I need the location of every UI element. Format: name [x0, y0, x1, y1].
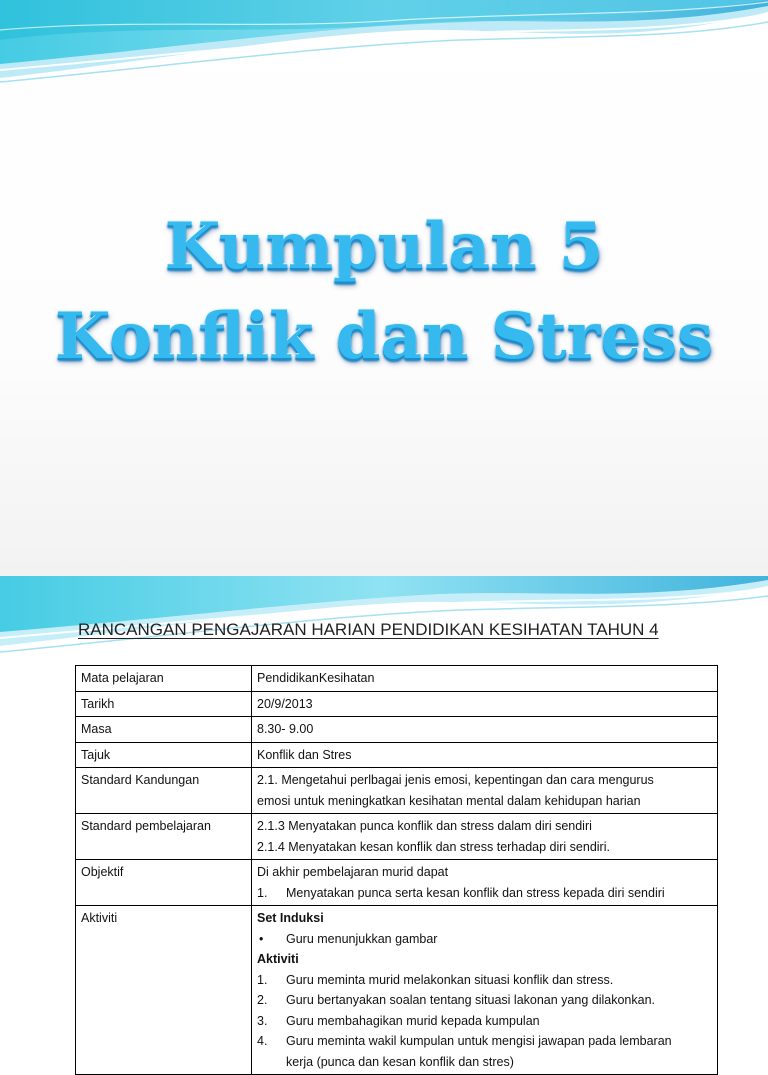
- slide-title-line-1: Kumpulan 5: [164, 209, 604, 284]
- row-value: [252, 768, 718, 814]
- value-line: Konflik dan Stres: [257, 747, 352, 762]
- row-value: [252, 860, 718, 906]
- row-label: Mata pelajaran: [76, 666, 252, 692]
- bullet-icon: •: [259, 931, 264, 946]
- table-row: [76, 860, 718, 906]
- row-value: [252, 906, 718, 1075]
- item-text: Guru bertanyakan soalan tentang situasi lakonan yang dilakonkan.: [286, 993, 656, 1007]
- numbered-item: [257, 970, 712, 991]
- slide-title-line-2: Konflik dan Stress: [54, 299, 714, 374]
- table-row: [76, 717, 718, 743]
- row-label: Tajuk: [76, 742, 252, 768]
- row-value: [252, 717, 718, 743]
- value-line: 2.1.4 Menyatakan kesan konflik dan stress terhadap diri sendiri.: [257, 839, 610, 854]
- row-value: [252, 666, 718, 692]
- value-line: 8.30- 9.00: [257, 722, 314, 736]
- item-number: 3.: [257, 1013, 268, 1028]
- value-line: Di akhir pembelajaran murid dapat: [257, 865, 449, 879]
- row-value: [252, 691, 718, 717]
- table-row: [76, 814, 718, 860]
- item-continuation: kerja (punca dan kesan konflik dan stres): [286, 1054, 514, 1069]
- numbered-item: [257, 990, 712, 1011]
- item-text: Guru meminta murid melakonkan situasi konflik dan stress.: [286, 972, 614, 987]
- value-line: 2.1. Mengetahui perlbagai jenis emosi, kepentingan dan cara mengurus: [257, 773, 654, 787]
- lesson-plan-heading: RANCANGAN PENGAJARAN HARIAN PENDIDIKAN KESIHATAN TAHUN 4: [78, 620, 659, 639]
- numbered-item: [257, 883, 712, 904]
- table-row: [76, 666, 718, 692]
- table-row: [76, 768, 718, 814]
- table-row: [76, 906, 718, 1075]
- item-number: 1.: [257, 885, 268, 900]
- row-value: [252, 742, 718, 768]
- value-line: PendidikanKesihatan: [257, 671, 375, 685]
- row-label: Masa: [76, 717, 252, 743]
- item-text: Menyatakan punca serta kesan konflik dan stress kepada diri sendiri: [286, 885, 665, 900]
- numbered-item: [257, 1011, 712, 1032]
- lesson-plan-table: [75, 665, 718, 1075]
- bullet-item: [257, 929, 712, 950]
- value-line: 2.1.3 Menyatakan punca konflik dan stress dalam diri sendiri: [257, 819, 592, 833]
- lesson-plan-slide: [0, 576, 768, 1069]
- row-label: Standard Kandungan: [76, 768, 252, 814]
- value-line: 20/9/2013: [257, 696, 313, 711]
- numbered-item: [257, 1031, 712, 1052]
- item-text: Guru meminta wakil kumpulan untuk mengisi jawapan pada lembaran: [286, 1034, 672, 1048]
- section-title: Aktiviti: [257, 952, 299, 966]
- wave-decoration: [0, 0, 768, 110]
- item-text: Guru menunjukkan gambar: [286, 931, 438, 946]
- row-label: Objektif: [76, 860, 252, 906]
- table-row: [76, 742, 718, 768]
- item-text: Guru membahagikan murid kepada kumpulan: [286, 1013, 540, 1028]
- row-value: [252, 814, 718, 860]
- row-label: Standard pembelajaran: [76, 814, 252, 860]
- section-title: Set Induksi: [257, 911, 324, 925]
- table-row: [76, 691, 718, 717]
- item-number: 4.: [257, 1034, 268, 1048]
- row-label: Tarikh: [76, 691, 252, 717]
- value-line: emosi untuk meningkatkan kesihatan mental dalam kehidupan harian: [257, 793, 641, 808]
- item-number: 2.: [257, 993, 268, 1007]
- item-number: 1.: [257, 972, 268, 987]
- row-label: Aktiviti: [76, 906, 252, 1075]
